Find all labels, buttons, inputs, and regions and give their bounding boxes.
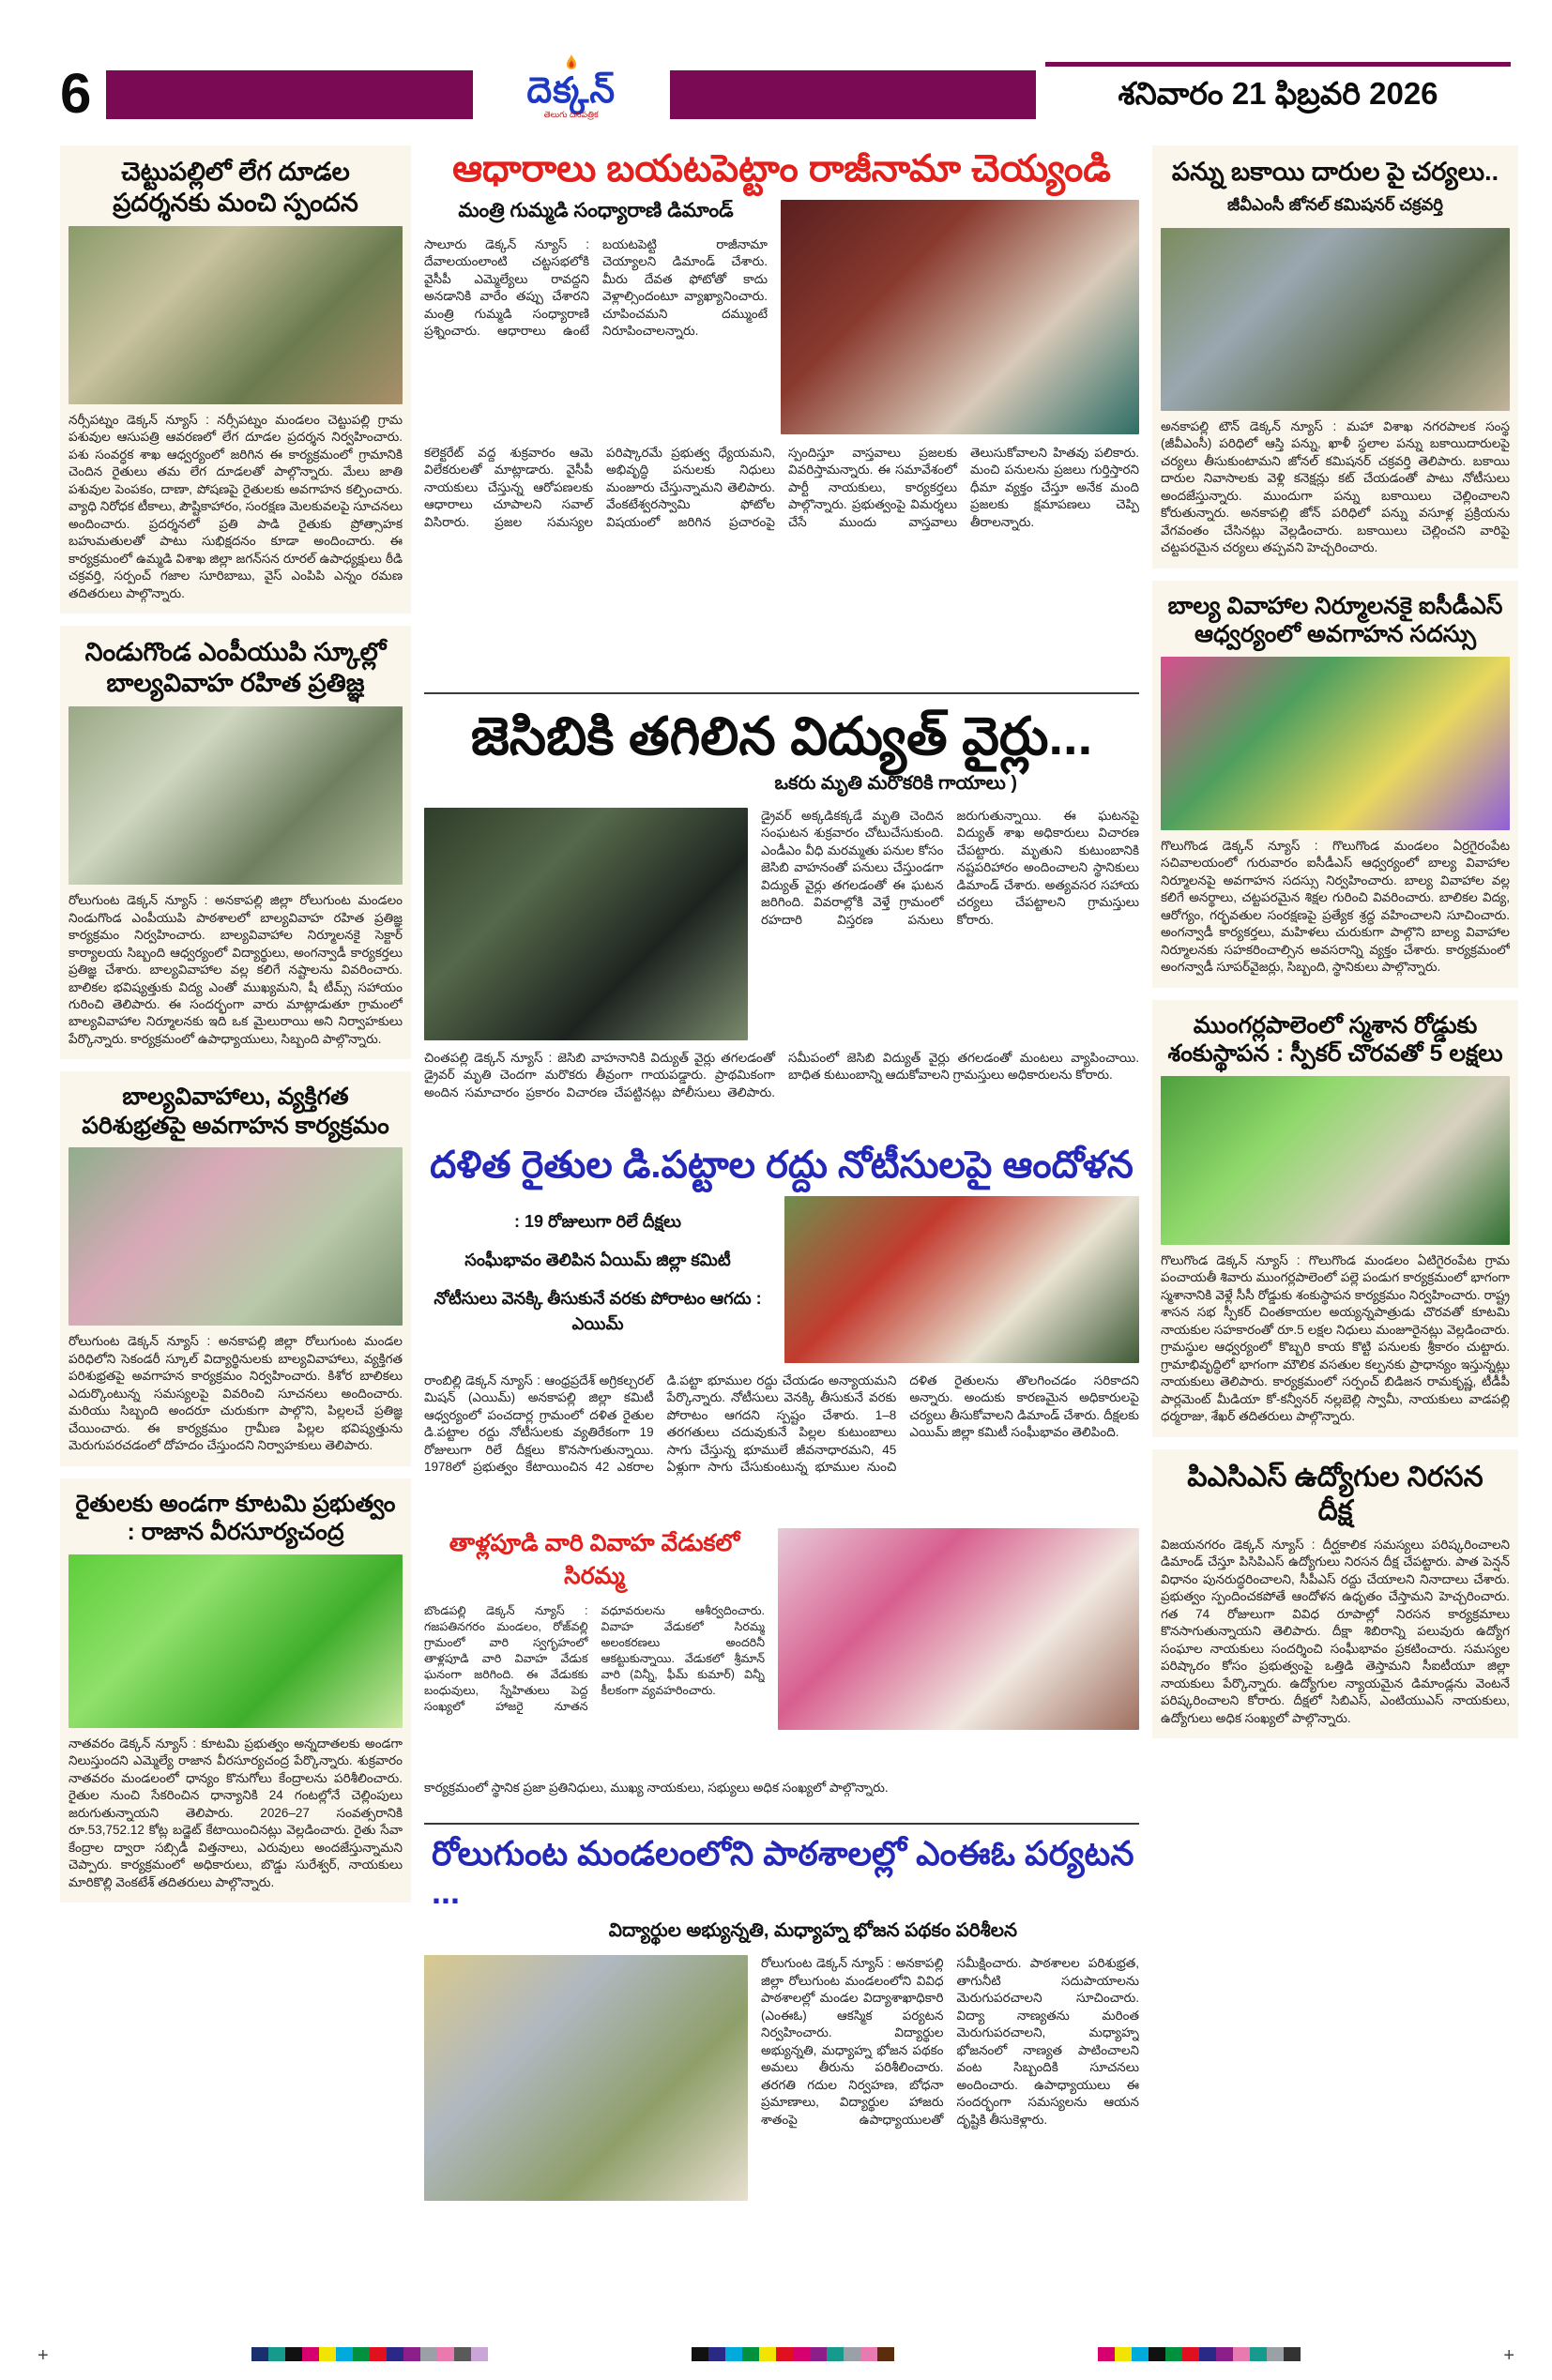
pledge-photo bbox=[68, 706, 403, 885]
jcb-driver-photo bbox=[424, 808, 748, 1040]
color-strip-left bbox=[251, 2347, 488, 2366]
article-tail: కార్యక్రమంలో స్థానిక ప్రజా ప్రతినిధులు, ముఖ్య నాయకులు, సభ్యులు అధిక సంఖ్యలో పాల్గొన్నారు. bbox=[424, 1780, 889, 1795]
left-column bbox=[60, 145, 411, 1915]
road-groundbreaking-photo bbox=[1161, 1076, 1510, 1245]
article-body: రోలుగుంట డెక్కన్ న్యూస్ : అనకాపల్లి జిల్లా రోలుగుంట మండలం నిండుగొండ ఎంపీయుపి పాఠశాలలో బాల్యవివాహ రహిత ప్రతిజ్ఞ కార్యక్రమం నిర్వహించారు. బాల్యవివాహాల నిర్మూలనకై సెక్టార్ కార్యాలయ సిబ్బంది ఆధ్వర్యంలో విద్యార్థులు, అంగన్వాడీ కార్యకర్తలు ప్రతిజ్ఞ చేశారు. బాల్యవివాహాల వల్ల కలిగే నష్టాలను వివరించారు. బాలికల భవిష్యత్తుకు విద్య ఎంతో ముఖ్యమని, షీ టీమ్స్ సహాయం గురించి తెలిపారు. ఈ సందర్భంగా వారు మాట్లాడుతూ గ్రామంలో బాల్యవివాహాల నిర్మూలనకు ఇది ఒక మైలురాయి అని నిర్వాహకులు పేర్కొన్నారు. కార్యక్రమంలో ఉపాధ్యాయులు, సిబ్బంది పాల్గొన్నారు. bbox=[68, 893, 403, 1046]
article-meo-visit bbox=[424, 1823, 1139, 2202]
icds-awareness-photo bbox=[1161, 657, 1510, 830]
article-body: రోలుగుంట డెక్కన్ న్యూస్ : అనకాపల్లి జిల్లా రోలుగుంట మండల పరిధిలోని సెకండరీ స్కూల్ విద్యార్థినులకు బాల్యవివాహాలు, వ్యక్తిగత పరిశుభ్రతపై అవగాహన కార్యక్రమం నిర్వహించారు. కిశోర బాలికలు ఎదుర్కొంటున్న సమస్యలపై వివరించి సూచనలు అందించారు. మరియు సిబ్బంది అందరూ చురుకుగా పాల్గొని, పిల్లలచే ప్రతిజ్ఞ చేయించారు. ఈ కార్యక్రమం గ్రామీణ పిల్లల భవిష్యత్తును మెరుగుపరచడంలో దోహదం చేస్తుందని నిర్వాహకులు తెలిపారు. bbox=[68, 1334, 403, 1453]
article-body-side: డ్రైవర్ అక్కడికక్కడే మృతి చెందిన సంఘటన శుక్రవారం చోటుచేసుకుంది. ఎండీఎం వీధి మరమ్మతు పనుల కోసం జెసిబి వాహనంతో పనులు చేస్తుండగా విద్యుత్ వైర్లు తగలడంతో ఈ ఘటన జరిగింది. వివరాల్లోకి వెళ్తే గ్రామంలో రహదారి విస్తరణ పనులు జరుగుతున్నాయి. ఈ ఘటనపై విద్యుత్ శాఖ అధికారులు విచారణ చేపట్టారు. మృతుని కుటుంబానికి నష్టపరిహారం అందించాలని స్థానికులు డిమాండ్ చేశారు. అత్యవసర సహాయ చర్యలు చేపట్టాలని గ్రామస్తులు కోరారు. bbox=[761, 808, 1139, 927]
article-body: బొండపల్లి డెక్కన్ న్యూస్ : గజపతినగరం మండలం, రోజ్‌వల్లి గ్రామంలో వారి స్వగృహంలో తాళ్లపూడి వారి వివాహ వేడుక ఘనంగా జరిగింది. ఈ వేడుకకు బంధువులు, స్నేహితులు పెద్ద సంఖ్యలో హాజరై నూతన వధూవరులను ఆశీర్వదించారు. వివాహ వేడుకలో సిరమ్మ అలంకరణలు అందరినీ ఆకట్టుకున్నాయి. వేడుకలో శ్రీమాన్ వారి (విన్నీ, ఫీమ్ కుమార్) విన్నీ కీలకంగా వ్యవహరించారు. bbox=[424, 1603, 765, 1714]
masthead-bar-left bbox=[106, 70, 472, 119]
classroom-awareness-photo bbox=[68, 1147, 403, 1326]
article-pacs-protest bbox=[1152, 1449, 1518, 1739]
headline: నిండుగొండ ఎంపీయుపి స్కూల్లో బాల్యవివాహ రహిత ప్రతిజ్ఞ bbox=[84, 638, 387, 698]
masthead-bar-right bbox=[670, 70, 1036, 119]
subhead-1: : 19 రోజులుగా రిలే దీక్షలు bbox=[514, 1211, 681, 1231]
article-body: అనకాపల్లి టౌన్ డెక్కన్ న్యూస్ : మహా విశాఖ నగరపాలక సంస్థ (జీవీఎంసీ) పరిధిలో ఆస్తి పన్ను, ఖాళీ స్థలాల పన్ను బకాయిదారులపై చర్యలు తీసుకుంటామని జోనల్ కమిషనర్ చక్రవర్తి తెలిపారు. బకాయి దారుల నివాసాలకు వెళ్లి కనెక్షన్లు కట్ చేయడంతో పాటు నోటీసులు అందజేస్తున్నారు. ముందుగా పన్ను బకాయిలు చెల్లించాలని కోరుతున్నారు. అనకాపల్లి జోన్ పరిధిలో పన్ను వసూళ్ల ప్రక్రియను వేగవంతం చేసినట్లు వెల్లడించారు. బకాయిలు చెల్లించని వారిపై చట్టపరమైన చర్యలు తప్పవని హెచ్చరించారు. bbox=[1161, 418, 1510, 555]
article-body: నర్సీపట్నం డెక్కన్ న్యూస్ : నర్సీపట్నం మండలం చెట్టుపల్లి గ్రామ పశువుల ఆసుపత్రి ఆవరణలో లేగ దూడల ప్రదర్శన నిర్వహించారు. పశు సంవర్ధక శాఖ ఆధ్వర్యంలో జరిగిన ఈ కార్యక్రమంలో గ్రామానికి చెందిన రైతులు తమ లేగ దూడలతో పాల్గొన్నారు. మేలు జాతి పశువుల పెంపకం, దాణా, పోషణపై రైతులకు అవగాహన కల్పించారు. వ్యాధి నిరోధక టీకాలు, పౌష్టికాహారం, సంరక్షణ మెలకువలపై సూచనలు అందించారు. ప్రదర్శనలో ప్రతి పాడి రైతుకు ప్రోత్సాహక బహుమతులతో పాటు సుభిక్షదనం కూడా అందించారు. ఈ కార్యక్రమంలో ఉమ్మడి విశాఖ జిల్లా జగన్‌సన రూరల్ ఉపాధ్యక్షులు ఠీడి చక్రవర్తి, సర్పంచ్ గజాల సూరిబాబు, వైస్ ఎంపిపి ఎన్నం రమణ తదితరులు పాల్గొన్నారు. bbox=[68, 412, 403, 600]
subhead: విద్యార్థుల అభ్యున్నతి, మధ్యాహ్న భోజన పథకం పరిశీలన bbox=[608, 1920, 1017, 1942]
headline: చెట్టుపల్లిలో లేగ దూడల ప్రదర్శనకు మంచి స్పందన bbox=[113, 158, 358, 217]
headline: జెసిబికి తగిలిన విద్యుత్ వైర్లు... bbox=[470, 706, 1093, 766]
headline: పిఎసిఎస్ ఉద్యోగుల నిరసన దీక్ష bbox=[1187, 1461, 1484, 1527]
paddy-field-photo bbox=[68, 1554, 403, 1728]
article-body: రాంబిల్లి డెక్కన్ న్యూస్ : ఆంధ్రప్రదేశ్ అగ్రికల్చరల్ మిషన్ (ఎయిమ్) అనకాపల్లి జిల్లా కమిటీ ఆధ్వర్యంలో పంచదార్ల గ్రామంలో దళిత రైతుల డి.పట్టాల రద్దు నోటీసులకు వ్యతిరేకంగా 19 రోజులుగా రిలే దీక్షలు కొనసాగుతున్నాయి. 1978లో ప్రభుత్వం కేటాయించిన 42 ఎకరాల డి.పట్టా భూముల రద్దు చేయడం అన్యాయమని పేర్కొన్నారు. నోటీసులు వెనక్కి తీసుకునే వరకు పోరాటం ఆగదని స్పష్టం చేశారు. 1–8 తరగతులు చదువుకునే పిల్లల కుటుంబాలు సాగు చేస్తున్న భూములే జీవనాధారమని, 45 ఏళ్లుగా సాగు చేసుకుంటున్న భూముల నుంచి దళిత రైతులను తొలగించడం సరికాదని అన్నారు. అందుకు కారణమైన అధికారులపై చర్యలు తీసుకోవాలని డిమాండ్ చేశారు. దీక్షలకు ఎయిమ్ జిల్లా కమిటీ సంఘీభావం తెలిపింది. bbox=[424, 1372, 1139, 1475]
headline: దళిత రైతుల డి.పట్టాల రద్దు నోటీసులపై ఆందోళన bbox=[430, 1144, 1134, 1186]
subhead-stack bbox=[424, 1196, 771, 1363]
headline: బాల్య వివాహాల నిర్మూలనకై ఐసీడీఎస్ ఆధ్వర్యంలో అవగాహన సదస్సు bbox=[1167, 592, 1503, 648]
article-body-below: చింతపల్లి డెక్కన్ న్యూస్ : జెసిబి వాహనానికి విద్యుత్ వైర్లు తగలడంతో డ్రైవర్ మృతి చెందగా మరొకరు తీవ్రంగా గాయపడ్డారు. ప్రాథమికంగా అందిన సమాచారం ప్రకారం విచారణ చేపట్టినట్లు పోలీసులు తెలిపారు. సమీపంలో జెసిబి విద్యుత్ వైర్లు తగలడంతో మంటలు వ్యాపించాయి. బాధిత కుటుంబాన్ని ఆదుకోవాలని గ్రామస్తులు అధికారులను కోరారు. bbox=[424, 1050, 1139, 1099]
headline: తాళ్లపూడి వారి వివాహ వేడుకలో సిరమ్మ bbox=[449, 1529, 740, 1589]
article-body: నాతవరం డెక్కన్ న్యూస్ : కూటమి ప్రభుత్వం అన్నదాతలకు అండగా నిలుస్తుందని ఎమ్మెల్యే రాజాన వీరసూర్యచంద్ర పేర్కొన్నారు. శుక్రవారం నాతవరం మండలంలో ధాన్యం కొనుగోలు కేంద్రాలను పరిశీలించారు. రైతుల నుంచి సేకరించిన ధాన్యానికి 24 గంటల్లోనే చెల్లింపులు జరుగుతున్నాయని తెలిపారు. 2026–27 సంవత్సరానికి రూ.53,752.12 కోట్ల బడ్జెట్ కేటాయించినట్లు వెల్లడించారు. రైతు సేవా కేంద్రాల ద్వారా సబ్సిడీ విత్తనాలు, ఎరువులు అందజేస్తున్నామని చెప్పారు. కార్యక్రమంలో అధికారులు, బొడ్డు సురేశ్వర్, నాయకులు మారికొల్లి వెంకటేశ్ తదితరులు పాల్గొన్నారు. bbox=[68, 1736, 403, 1889]
headline: రోలుగుంట మండలంలోని పాఠశాలల్లో ఎంఈఓ పర్యటన ... bbox=[432, 1833, 1134, 1911]
article-calf-show bbox=[60, 145, 411, 614]
center-column bbox=[424, 145, 1139, 2208]
registration-cross-right: + bbox=[1503, 2345, 1514, 2366]
article-road-groundbreaking bbox=[1152, 1000, 1518, 1437]
subhead: జీవీఎంసీ జోనల్ కమిషనర్ చక్రవర్తి bbox=[1227, 194, 1443, 214]
color-strip-center bbox=[692, 2347, 894, 2366]
edition-date: శనివారం 21 ఫిబ్రవరి 2026 bbox=[1118, 76, 1438, 111]
wedding-text bbox=[424, 1528, 765, 1774]
date-cell bbox=[1045, 62, 1511, 119]
article-dpatta-protest bbox=[424, 1144, 1139, 1521]
headline: ముంగర్లపాలెంలో స్మశాన రోడ్డుకు శంకుస్థాపన : స్పీకర్ చొరవతో 5 లక్షలు bbox=[1167, 1011, 1503, 1068]
flame-icon bbox=[482, 54, 661, 73]
article-body: రోలుగుంట డెక్కన్ న్యూస్ : అనకాపల్లి జిల్లా రోలుగుంట మండలంలోని వివిధ పాఠశాలల్లో మండల విద్యాశాఖాధికారి (ఎంఈఓ) ఆకస్మిక పర్యటన నిర్వహించారు. విద్యార్థుల అభ్యున్నతి, మధ్యాహ్న భోజన పథకం అమలు తీరును పరిశీలించారు. తరగతి గదుల నిర్వహణ, బోధనా ప్రమాణాలు, విద్యార్థుల హాజరు శాతంపై ఉపాధ్యాయులతో సమీక్షించారు. పాఠశాలల పరిశుభ్రత, తాగునీటి సదుపాయాలను మెరుగుపరచాలని సూచించారు. విద్యా నాణ్యతను మరింత మెరుగుపరచాలని, మధ్యాహ్న భోజనంలో నాణ్యత పాటించాలని వంట సిబ్బందికి సూచనలు అందించారు. ఉపాధ్యాయులు ఈ సందర్భంగా సమస్యలను ఆయన దృష్టికి తీసుకెళ్లారు. bbox=[761, 1956, 1139, 2127]
newspaper-title: దెక్కన్ bbox=[526, 71, 616, 111]
subhead: ఒకరు మృతి మరొకరికి గాయాలు ) bbox=[774, 772, 1017, 794]
meo-school-visit-photo bbox=[424, 1955, 748, 2201]
print-registration-row bbox=[38, 2345, 1514, 2367]
article-hygiene-awareness bbox=[60, 1071, 411, 1465]
headline: రైతులకు అండగా కూటమి ప్రభుత్వం : రాజాన వీరసూర్యచంద్ర bbox=[75, 1490, 396, 1546]
article-wedding bbox=[424, 1528, 1139, 1815]
article-lead: సాలూరు డెక్కన్ న్యూస్ : దేవాలయంలాంటి చట్టసభలోకి వైసీపీ ఎమ్మెల్యేలు రావద్దని అనడానికి వారేం తప్పు చేశారని మంత్రి గుమ్మడి సంధ్యారాణి ప్రశ్నించారు. ఆధారాలు ఉంటే బయటపెట్టి రాజీనామా చెయ్యాలని డిమాండ్ చేశారు. మీరు దేవత ఫోటోతో కాదు వెళ్లాల్సిందంటూ వ్యాఖ్యానించారు. చూపించమని దమ్ముంటే నిరూపించాలన్నారు. bbox=[424, 237, 768, 339]
subhead: మంత్రి గుమ్మడి సంధ్యారాణి డిమాండ్ bbox=[458, 200, 734, 221]
minister-press-meet-photo bbox=[781, 200, 1139, 434]
article-jcb-wires bbox=[424, 692, 1139, 1136]
page-body bbox=[0, 123, 1552, 2208]
wedding-photo bbox=[778, 1528, 1139, 1730]
lead-block bbox=[424, 200, 768, 435]
subhead-3: నోటీసులు వెనక్కి తీసుకునే వరకు పోరాటం ఆగదు : ఎయిమ్ bbox=[434, 1288, 762, 1333]
registration-cross-left: + bbox=[38, 2345, 49, 2366]
color-strip-right bbox=[1098, 2347, 1301, 2366]
right-column bbox=[1152, 145, 1518, 1751]
article-tax-dues bbox=[1152, 145, 1518, 568]
relay-hunger-strike-photo bbox=[784, 1196, 1139, 1363]
headline: పన్ను బకాయి దారుల పై చర్యలు.. bbox=[1171, 158, 1499, 186]
cattle-show-photo bbox=[68, 226, 403, 404]
headline: బాల్యవివాహాలు, వ్యక్తిగత పరిశుభ్రతపై అవగాహన కార్యక్రమం bbox=[82, 1084, 389, 1139]
article-farmers-support bbox=[60, 1478, 411, 1902]
article-body: గొలుగొండ డెక్కన్ న్యూస్ : గొలుగొండ మండలం ఏర్రగైరంపేట సచివాలయంలో గురువారం ఐసీడీఎస్ ఆధ్వర్యంలో బాల్య వివాహాల నిర్మూలనపై అవగాహన సదస్సు నిర్వహించారు. బాల్య వివాహాల వల్ల కలిగే అనర్థాలు, చట్టపరమైన శిక్షల గురించి వివరించారు. బాలికల విద్య, ఆరోగ్యం, గర్భవతుల సంరక్షణపై ప్రత్యేక శ్రద్ధ వహించాలని సూచించారు. అంగన్వాడీ కార్యకర్తలు, మహిళలు చురుకుగా పాల్గొని బాల్య వివాహాల నిర్మూలనకు సహకరించాల్సిన అవసరాన్ని వ్యక్తం చేశారు. కార్యక్రమంలో అంగన్వాడీ సూపర్‌వైజర్లు, సిబ్బంది, స్థానికులు పాల్గొన్నారు. bbox=[1161, 838, 1510, 975]
page-number: 6 bbox=[60, 62, 92, 125]
article-body: విజయనగరం డెక్కన్ న్యూస్ : దీర్ఘకాలిక సమస్యలు పరిష్కరించాలని డిమాండ్ చేస్తూ పిసిపిఎస్ ఉద్యోగులు నిరసన దీక్ష చేపట్టారు. పాత పెన్షన్ విధానం పునరుద్ధరించాలని, సీపీఎస్ రద్దు చేయాలని నినాదాలు చేశారు. ప్రభుత్వం స్పందించకపోతే ఆందోళన ఉధృతం చేస్తామని హెచ్చరించారు. గత 74 రోజులుగా వివిధ రూపాల్లో నిరసన కార్యక్రమాలు కొనసాగుతున్నాయని తెలిపారు. దీక్షా శిబిరాన్ని పలువురు ఉద్యోగ సంఘాల నాయకులు సందర్శించి సంఘీభావం ప్రకటించారు. సమస్యల పరిష్కారం కోసం ప్రభుత్వంపై ఒత్తిడి తెస్తామని సీఐటీయూ జిల్లా నాయకులు పేర్కొన్నారు. ఉద్యోగుల న్యాయమైన డిమాండ్లను వెంటనే పరిష్కరించాలని కోరారు. దీక్షలో సిబిఎస్, ఎంటియుఎస్ నాయకులు, ఉద్యోగులు అధిక సంఖ్యలో పాల్గొన్నారు. bbox=[1161, 1537, 1510, 1725]
tax-drive-street-photo bbox=[1161, 228, 1510, 411]
headline: ఆధారాలు బయటపెట్టాం రాజీనామా చెయ్యండి bbox=[452, 148, 1111, 189]
article-body: కలెక్టరేట్ వద్ద శుక్రవారం ఆమె విలేకరులతో మాట్లాడారు. వైసీపీ నాయకులు చేస్తున్న ఆరోపణలకు ఆధారాలు చూపాలని సవాల్ విసిరారు. ప్రజల సమస్యల పరిష్కారమే ప్రభుత్వ ధ్యేయమని, అభివృద్ధి పనులకు నిధులు మంజూరు చేస్తున్నామని తెలిపారు. వేంకటేశ్వరస్వామి ఫోటోల విషయంలో జరిగిన ప్రచారంపై స్పందిస్తూ వాస్తవాలు ప్రజలకు వివరిస్తామన్నారు. ఈ సమావేశంలో పార్టీ నాయకులు, కార్యకర్తలు పాల్గొన్నారు. ప్రభుత్వంపై విమర్శలు చేసే ముందు వాస్తవాలు తెలుసుకోవాలని హితవు పలికారు. మంచి పనులను ప్రజలు గుర్తిస్తారని ధీమా వ్యక్తం చేస్తూ అనేక మంది ప్రజలకు క్షమాపణలు చెప్పి తీరాలన్నారు. bbox=[424, 446, 1139, 529]
article-icds-awareness bbox=[1152, 581, 1518, 988]
newspaper-tagline: తెలుగు దినపత్రిక bbox=[543, 110, 599, 119]
article-pledge-school bbox=[60, 626, 411, 1059]
article-minister-demand bbox=[424, 147, 1139, 685]
article-body: గొలుగొండ డెక్కన్ న్యూస్ : గొలుగొండ మండలం ఏటిగైరంపేట గ్రామ పంచాయతీ శివారు ముంగర్లపాలెంలో పల్లె పండుగ కార్యక్రమంలో భాగంగా స్మశానానికి వెళ్లే సీసీ రోడ్డుకు శంకుస్థాపన కార్యక్రమం నిర్వహించారు. రాష్ట్ర శాసన సభ స్పీకర్ చింతకాయల అయ్యన్నపాత్రుడు చొరవతో కూటమి నాయకుల సహకారంతో రూ.5 లక్షల నిధులు మంజూరైనట్లు వెల్లడించారు. గ్రామస్థుల ఆధ్వర్యంలో కొబ్బరి కాయ కొట్టి పనులకు శ్రీకారం చుట్టారు. గ్రామాభివృద్ధిలో భాగంగా మౌలిక వసతుల కల్పనకు ప్రాధాన్యం ఇస్తున్నట్లు నాయకులు తెలిపారు. కార్యక్రమంలో సర్పంచ్ బిడిజన రామకృష్ణ, టీడీపీ పార్లమెంట్ మీడియా కో-కన్వీనర్ నల్లబెల్లి స్వామీ, నాయకులు వాడపల్లి ధర్మరాజు, శేఖర్ తదితరులు పాల్గొన్నారు. bbox=[1161, 1252, 1510, 1424]
newspaper-logo bbox=[482, 54, 661, 119]
subhead-2: సంఘీభావం తెలిపిన ఏయిమ్ జిల్లా కమిటీ bbox=[464, 1250, 731, 1269]
masthead bbox=[0, 0, 1552, 123]
